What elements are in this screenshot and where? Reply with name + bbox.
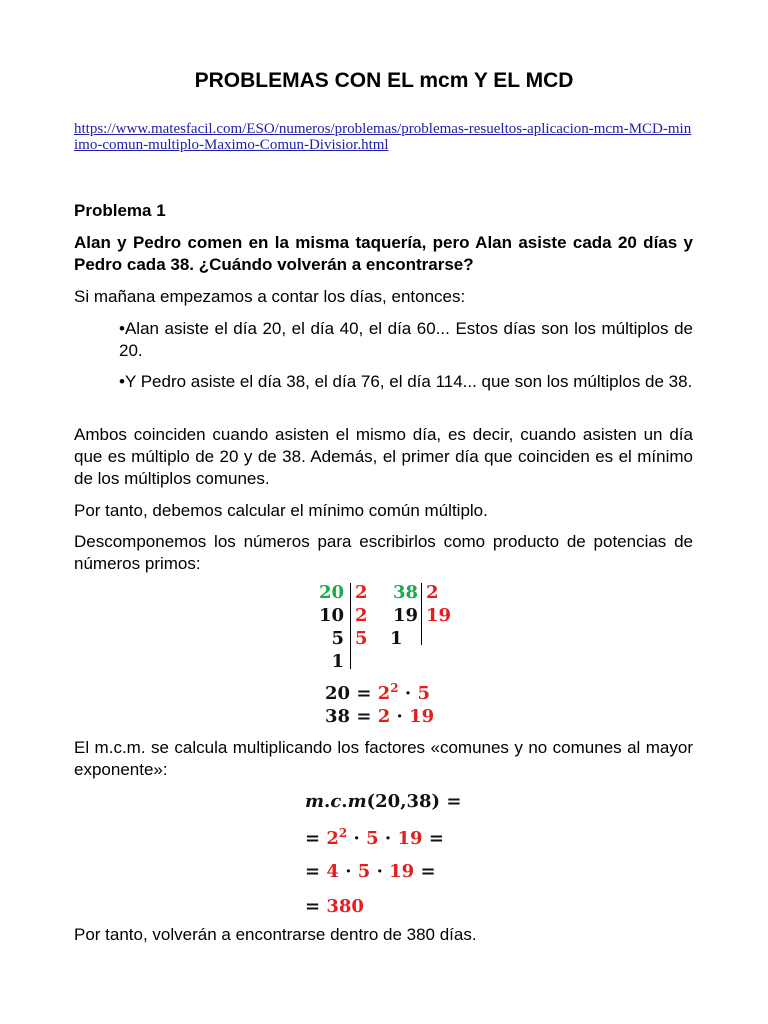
intro-text: Si mañana empezamos a contar los días, entonces: — [74, 287, 466, 306]
mcm-line-4: = 380 — [305, 896, 364, 917]
bullet-item: •Alan asiste el día 20, el día 40, el día 60... Estos días son los múltiplos de 20. — [119, 319, 693, 360]
table-number: 38 — [392, 582, 418, 603]
conclusion-text: Por tanto, volverán a encontrarse dentro de 380 días. — [74, 925, 477, 944]
source-link[interactable]: https://www.matesfacil.com/ESO/numeros/problemas/problemas-resueltos-aplicacion-mcm-MCD-minimo-comun-multiplo-Maximo-Comun-Divisior.html — [74, 121, 692, 153]
table-number: 20 — [318, 582, 344, 603]
table-factor: 2 — [355, 605, 368, 626]
table-number: 10 — [318, 605, 344, 626]
table-number: 1 — [390, 628, 403, 649]
paragraph-coinciden: Ambos coinciden cuando asisten el mismo día, es decir, cuando asisten un día que es múltiplo de 20 y de 38. Además, el primer día que coinciden es el mínimo de los múltiplos comunes. — [74, 425, 693, 488]
mcm-line-3: = 4 · 5 · 19 = — [305, 861, 436, 882]
mcm-line-1: m.c.m(20,38) = — [305, 791, 462, 812]
table-factor: 19 — [426, 605, 452, 626]
paragraph-mcm-rule: El m.c.m. se calcula multiplicando los factores «comunes y no comunes al mayor exponente»: — [74, 738, 693, 779]
table-factor: 2 — [426, 582, 439, 603]
table-divider — [350, 583, 351, 669]
factorization-20: $20 = 2^2 \cdot 5$ — [325, 681, 430, 704]
problem-heading: Problema 1 — [74, 201, 166, 220]
paragraph-mcm: Por tanto, debemos calcular el mínimo común múltiplo. — [74, 501, 488, 520]
mcm-line-2: = $2^2 \cdot 5 \cdot 19$ = — [305, 826, 444, 849]
bullet-item: •Y Pedro asiste el día 38, el día 76, el día 114... que son los múltiplos de 38. — [119, 372, 693, 391]
table-number: 19 — [392, 605, 418, 626]
table-factor: 2 — [355, 582, 368, 603]
table-divider — [421, 583, 422, 645]
page-title: PROBLEMAS CON EL mcm Y EL MCD — [194, 69, 574, 92]
table-number: 1 — [331, 651, 344, 672]
table-factor: 5 — [355, 628, 368, 649]
paragraph-descomponemos: Descomponemos los números para escribirlos como producto de potencias de números primos: — [74, 532, 693, 573]
table-number: 5 — [331, 628, 344, 649]
problem-statement: Alan y Pedro comen en la misma taquería, pero Alan asiste cada 20 días y Pedro cada 38. ¿Cuándo volverán a encontrarse? — [74, 233, 693, 274]
factorization-38: 38 = 2 · 19 — [325, 706, 435, 727]
